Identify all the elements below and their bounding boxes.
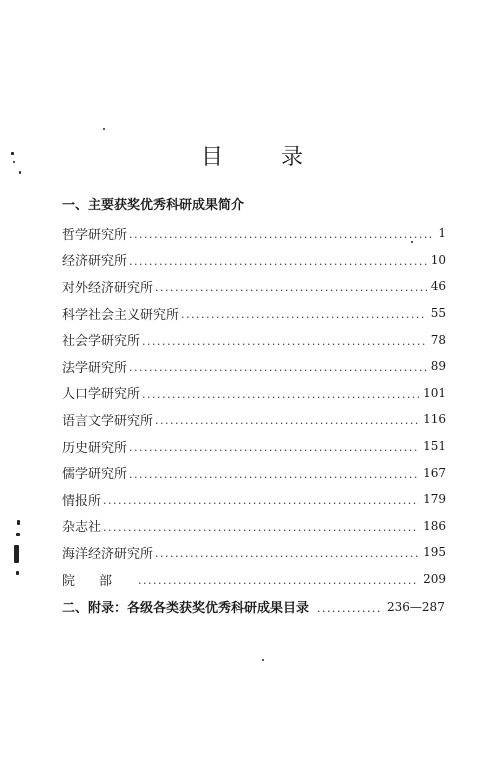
toc-entry-page: 116 (423, 412, 446, 427)
toc-entry-page: 186 (423, 518, 446, 533)
toc-entry-label: 法学研究所 (62, 357, 129, 376)
dot-leader (317, 602, 381, 615)
scan-speck (11, 152, 14, 155)
toc-entry (62, 486, 446, 513)
toc-entry-page: 151 (423, 439, 446, 454)
dot-leader (142, 388, 419, 401)
toc-entry-label: 语言文学研究所 (62, 410, 155, 429)
scan-speck (262, 659, 264, 661)
toc-entry (62, 513, 446, 540)
dot-leader (155, 414, 419, 427)
scan-speck (14, 545, 19, 563)
scan-speck (103, 128, 105, 130)
toc-entry-page: 179 (423, 492, 446, 507)
toc-entry (62, 433, 446, 460)
appendix-entry (62, 597, 446, 616)
toc-entry (62, 380, 446, 407)
toc-entry-label: 哲学研究所 (62, 224, 129, 243)
toc-entry (62, 539, 446, 566)
dot-leader (129, 228, 432, 241)
toc-entry-label: 科学社会主义研究所 (62, 304, 181, 323)
toc-entry-label: 院部 (62, 570, 138, 589)
title-char-2: 录 (281, 145, 304, 170)
toc-entry-label: 杂志社 (62, 516, 103, 535)
page-title (0, 140, 504, 171)
toc-entry-page: 167 (423, 465, 446, 480)
scan-speck (411, 241, 413, 243)
title-char-1: 目 (200, 145, 223, 170)
toc-entry-label: 历史研究所 (62, 437, 129, 456)
toc-entry-page: 89 (430, 359, 446, 374)
toc-entry-page: 46 (430, 279, 446, 294)
dot-leader (138, 574, 419, 587)
dot-leader (129, 468, 419, 481)
toc-entry-page: 209 (423, 572, 446, 587)
section-heading: 一、主要获奖优秀科研成果简介 (62, 198, 245, 213)
toc-entry (62, 459, 446, 486)
dot-leader (181, 308, 427, 321)
toc-entry-page: 55 (430, 306, 446, 321)
dot-leader (129, 361, 427, 374)
toc-entry-page: 1 (438, 226, 446, 241)
toc-entry-label: 海洋经济研究所 (62, 543, 155, 562)
appendix-label: 二、附录：各级各类获奖优秀科研成果目录 (62, 601, 310, 616)
toc-entry-label: 对外经济研究所 (62, 277, 155, 296)
toc-entry-page: 101 (423, 385, 446, 400)
toc-entry-page: 195 (423, 545, 446, 560)
scan-speck (19, 171, 21, 174)
toc-entry (62, 326, 446, 353)
dot-leader (129, 255, 427, 268)
scan-speck (16, 533, 20, 536)
toc-entry-label: 人口学研究所 (62, 383, 142, 402)
appendix-page: 236—287 (387, 599, 445, 614)
toc-entry-label: 情报所 (62, 490, 103, 509)
toc-entry (62, 273, 446, 300)
toc-entry (62, 406, 446, 433)
toc-entry (62, 300, 446, 327)
dot-leader (155, 281, 427, 294)
toc-entry (62, 353, 446, 380)
dot-leader (142, 335, 427, 348)
scan-speck (17, 520, 20, 525)
toc-entry (62, 247, 446, 274)
toc-entry-page: 10 (430, 252, 446, 267)
dot-leader (103, 494, 419, 507)
toc-entry-label: 儒学研究所 (62, 463, 129, 482)
toc-entry (62, 566, 446, 593)
toc-list (62, 220, 446, 592)
dot-leader (155, 547, 419, 560)
toc-entry (62, 220, 446, 247)
scan-speck (13, 161, 15, 163)
dot-leader (129, 441, 419, 454)
scan-speck (16, 571, 19, 575)
toc-entry-label: 社会学研究所 (62, 330, 142, 349)
toc-entry-page: 78 (430, 332, 446, 347)
dot-leader (103, 521, 419, 534)
toc-entry-label: 经济研究所 (62, 250, 129, 269)
